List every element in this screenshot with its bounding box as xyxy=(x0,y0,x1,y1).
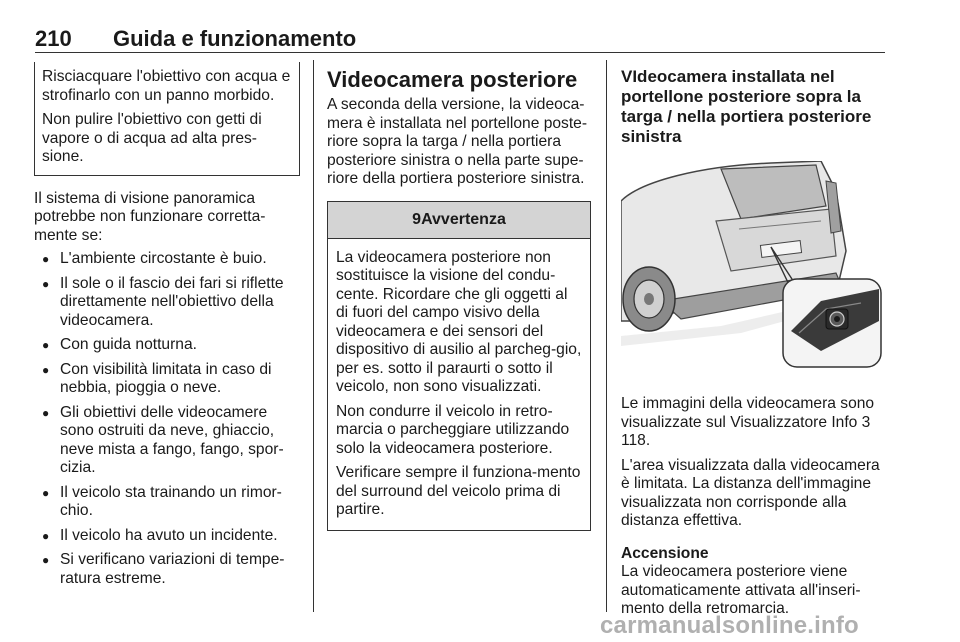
column-3 xyxy=(621,62,887,619)
watermark-text: carmanualsonline.info xyxy=(600,612,859,639)
conditions-list xyxy=(34,250,300,588)
page-title: Guida e funzionamento xyxy=(113,26,357,51)
cleaning-note-box xyxy=(34,62,300,176)
list-item: ● Il sole o il fascio dei fari si riflette direttamente nell'obiettivo della videocamera. xyxy=(34,275,300,331)
page-header xyxy=(35,26,885,53)
warning-label: Avvertenza xyxy=(421,210,506,228)
description-paragraph: L'area visualizzata dalla videocamera è limitata. La distanza dell'immagine visualizzata non corrisponde alla distanza effettiva. xyxy=(621,456,880,529)
list-item: ● L'ambiente circostante è buio. xyxy=(34,250,300,269)
column-divider xyxy=(606,60,607,612)
camera-description xyxy=(621,395,887,531)
camera-subtitle: VIdeocamera installata nel portellone posteriore sopra la targa / nella portiera posteriore sinistra xyxy=(621,67,872,146)
column-divider xyxy=(313,60,314,612)
list-item: ● Con guida notturna. xyxy=(34,336,300,355)
accensione-text: La videocamera posteriore viene automaticamente attivata all'inseri-mento della retromarcia. xyxy=(621,563,861,617)
column-2 xyxy=(327,62,591,531)
list-item: ● Con visibilità limitata in caso di nebbia, pioggia o neve. xyxy=(34,361,300,398)
list-item: ● Gli obiettivi delle videocamere sono ostruiti da neve, ghiaccio, neve mista a fango, fango, spor-cizia. xyxy=(34,404,300,478)
warning-triangle-icon: 9 xyxy=(412,210,422,228)
description-paragraph: Le immagini della videocamera sono visualizzate sul Visualizzatore Info 3 118. xyxy=(621,395,875,449)
intro-text: Il sistema di visione panoramica potrebbe non funzionare corretta-mente se: xyxy=(34,189,266,244)
note-paragraph: Risciacquare l'obiettivo con acqua e strofinarlo con un panno morbido. xyxy=(42,68,291,104)
rear-camera-illustration xyxy=(621,161,887,373)
list-item: ● Si verificano variazioni di tempe-ratura estreme. xyxy=(34,551,300,588)
warning-paragraph: Verificare sempre il funziona-mento del surround del veicolo prima di partire. xyxy=(336,464,581,518)
section-text: A seconda della versione, la videoca-mera è installata nel portellone poste-riore sopra la targa / nella portiera posteriore sinistra o nella parte supe-riore della portiera posteriore sinistra. xyxy=(327,96,588,187)
note-paragraph: Non pulire l'obiettivo con getti di vapore o di acqua ad alta pres-sione. xyxy=(42,111,262,165)
warning-header xyxy=(328,202,590,239)
van-rear-illustration xyxy=(621,161,887,373)
warning-body xyxy=(328,239,590,530)
list-item: ● Il veicolo sta trainando un rimor-chio. xyxy=(34,484,300,521)
accensione-heading: Accensione xyxy=(621,544,709,562)
warning-paragraph: Non condurre il veicolo in retro-marcia o parcheggiare utilizzando solo la videocamera posteriore. xyxy=(336,402,570,457)
page-number: 210 xyxy=(35,26,72,51)
section-title: Videocamera posteriore xyxy=(327,67,578,92)
list-item: ● Il veicolo ha avuto un incidente. xyxy=(34,527,300,546)
warning-box xyxy=(327,201,591,531)
warning-paragraph: La videocamera posteriore non sostituisce la visione del condu-cente. Ricordare che gli oggetti al di fuori del campo visivo della videocamera e dei sensori del dispositivo di ausilio al parcheg-gio, per es. sotto il paraurti o sotto il veicolo, non sono visualizzati. xyxy=(336,248,582,395)
column-1 xyxy=(34,62,300,594)
